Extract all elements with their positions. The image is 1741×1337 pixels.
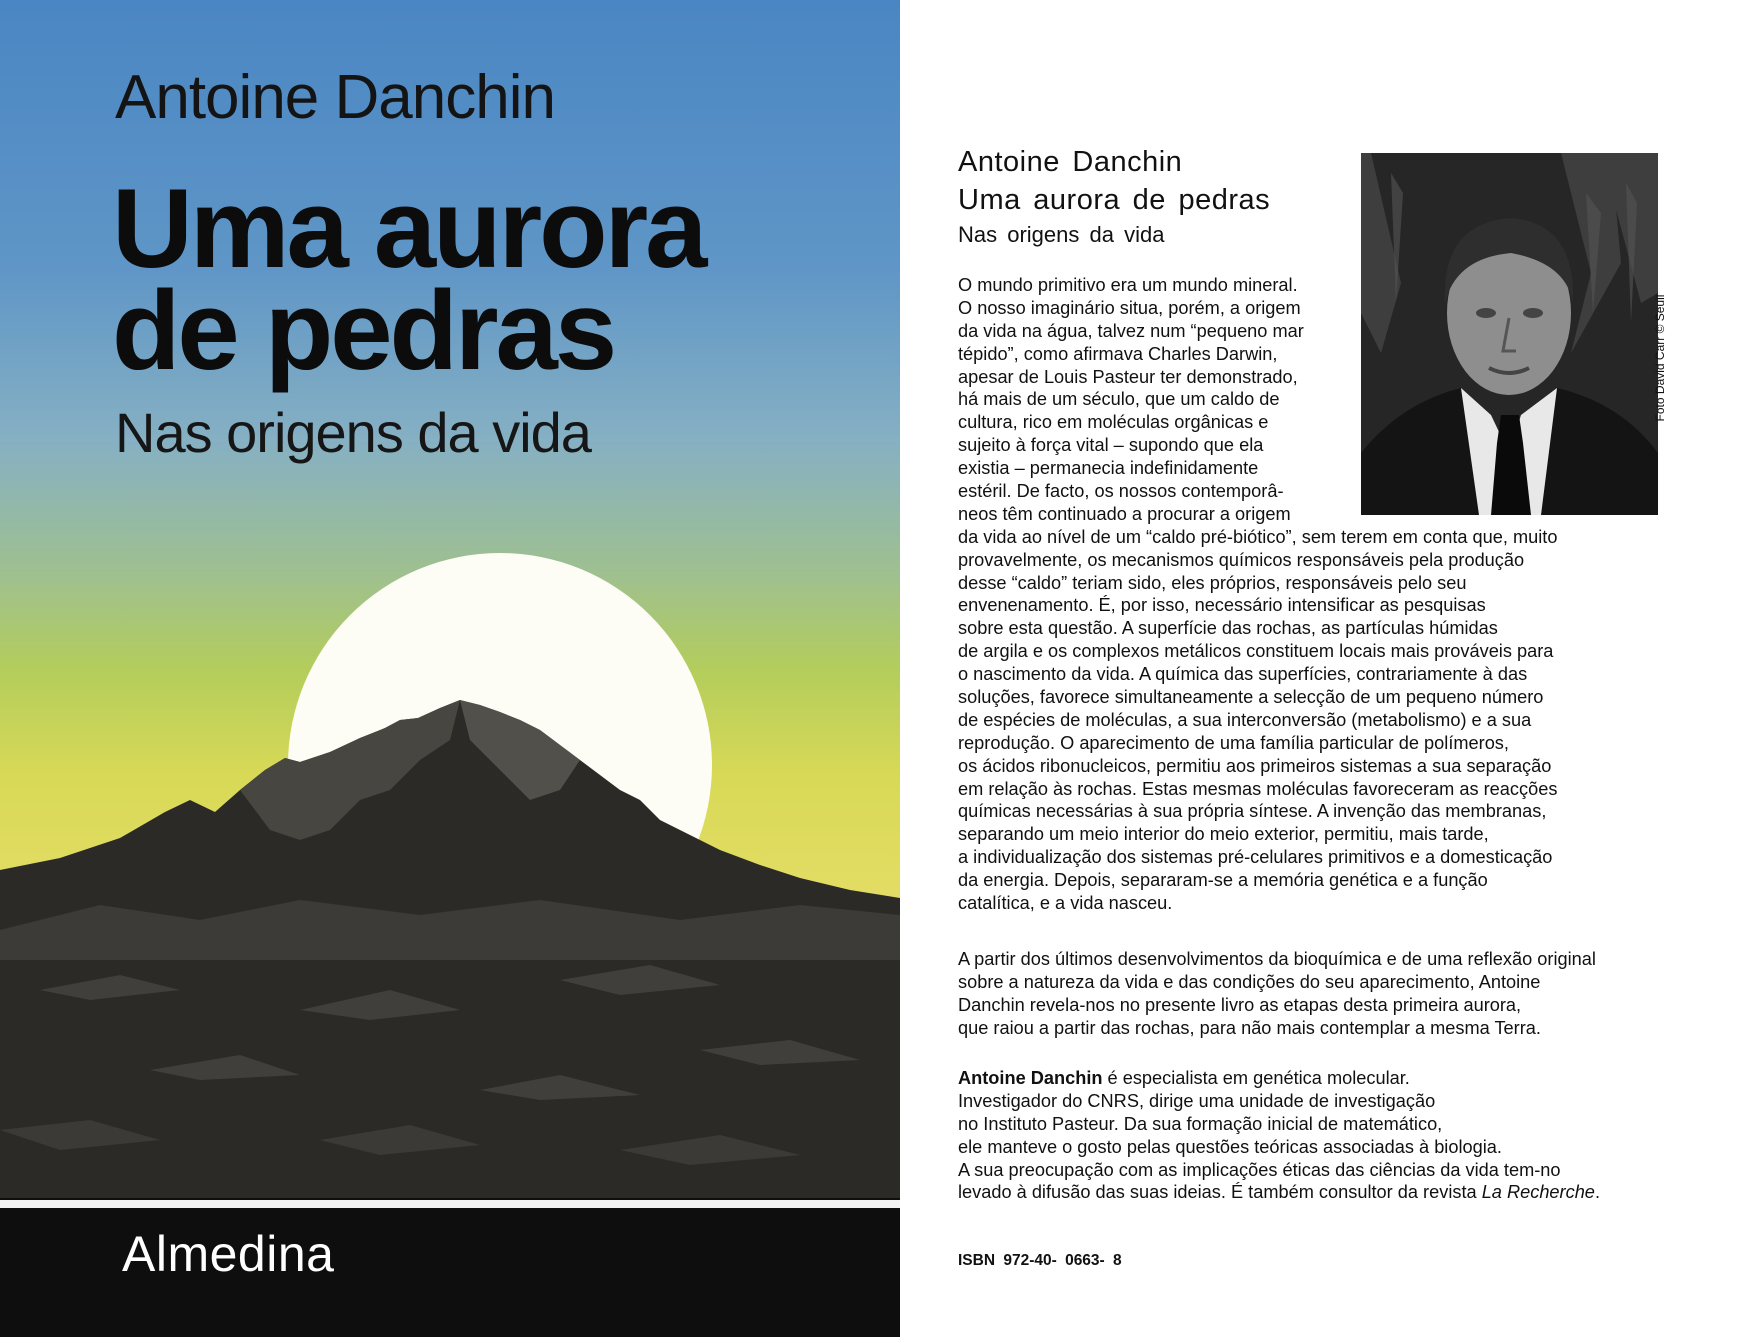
- author-bio: [958, 1067, 1600, 1204]
- bio-text: é especialista em genética molecular.: [1102, 1068, 1410, 1088]
- cover-divider: [0, 1200, 900, 1208]
- text-line: [958, 1067, 1600, 1090]
- text-line: da energia. Depois, separaram-se a memória genética e a função: [958, 870, 1488, 891]
- back-cover: [900, 0, 1741, 1337]
- text-line: provavelmente, os mecanismos químicos responsáveis pela produção: [958, 549, 1525, 570]
- text-line: soluções, favorece simultaneamente a selecção de um pequeno número: [958, 687, 1544, 708]
- cover-author: Antoine Danchin: [115, 63, 555, 132]
- text-line: que raiou a partir das rochas, para não mais contemplar a mesma Terra.: [958, 1017, 1541, 1038]
- text-line: ele manteve o gosto pelas questões teóricas associadas à biologia.: [958, 1136, 1502, 1157]
- text-line: catalítica, e a vida nasceu.: [958, 893, 1173, 914]
- description-paragraph-2: [958, 948, 1596, 1040]
- text-line: no Instituto Pasteur. Da sua formação inicial de matemático,: [958, 1113, 1443, 1134]
- text-line: separando um meio interior do meio exterior, permitiu, mais tarde,: [958, 824, 1489, 845]
- text-line: A partir dos últimos desenvolvimentos da bioquímica e de uma reflexão original: [958, 949, 1596, 969]
- text-line: Danchin revela-nos no presente livro as etapas desta primeira aurora,: [958, 994, 1522, 1015]
- cover-title: [112, 166, 705, 393]
- text-line: O nosso imaginário situa, porém, a origem: [958, 297, 1301, 318]
- back-subtitle: Nas origens da vida: [958, 222, 1165, 247]
- text-line: de espécies de moléculas, a sua interconversão (metabolismo) e a sua: [958, 709, 1532, 730]
- text-line: desse “caldo” teriam sido, eles próprios, responsáveis pelo seu: [958, 572, 1467, 593]
- text-line: reprodução. O aparecimento de uma família particular de polímeros,: [958, 732, 1509, 753]
- text-line: sobre esta questão. A superfície das rochas, as partículas húmidas: [958, 618, 1498, 639]
- text-line: Investigador do CNRS, dirige uma unidade de investigação: [958, 1090, 1436, 1111]
- text-line: sobre a natureza da vida e das condições do seu aparecimento, Antoine: [958, 971, 1541, 992]
- text-line: neos têm continuado a procurar a origem: [958, 503, 1291, 524]
- text-line: sujeito à força vital – supondo que ela: [958, 435, 1264, 456]
- text-line: A sua preocupação com as implicações éticas das ciências da vida tem-no: [958, 1159, 1561, 1180]
- text-line: a individualização dos sistemas pré-celulares primitivos e a domesticação: [958, 847, 1553, 868]
- photo-credit: Foto David Carr © Seuil: [1653, 294, 1667, 422]
- cover-subtitle: Nas origens da vida: [115, 401, 591, 464]
- text-line: da vida ao nível de um “caldo pré-biótico”, sem terem em conta que, muito: [958, 526, 1558, 547]
- bio-text: levado à difusão das suas ideias. É também consultor da revista: [958, 1182, 1482, 1203]
- text-line: cultura, rico em moléculas orgânicas e: [958, 412, 1269, 433]
- bio-text: .: [1594, 1182, 1600, 1203]
- text-line: O mundo primitivo era um mundo mineral.: [958, 275, 1298, 295]
- text-line: da vida na água, talvez num “pequeno mar: [958, 320, 1304, 341]
- cover-title-line: de pedras: [112, 268, 615, 393]
- text-line: tépido”, como afirmava Charles Darwin,: [958, 343, 1278, 364]
- publisher-name: Almedina: [122, 1226, 335, 1282]
- text-line: há mais de um século, que um caldo de: [958, 389, 1280, 410]
- text-line: o nascimento da vida. A química das superfícies, contrariamente à das: [958, 664, 1528, 685]
- text-line: apesar de Louis Pasteur ter demonstrado,: [958, 366, 1298, 387]
- magazine-name: La Recherche: [1481, 1182, 1595, 1203]
- text-line: químicas necessárias à sua própria síntese. A invenção das membranas,: [958, 801, 1547, 822]
- text-line: envenenamento. É, por isso, necessário intensificar as pesquisas: [958, 595, 1486, 616]
- text-line: estéril. De facto, os nossos contemporâ-: [958, 481, 1284, 502]
- text-line: os ácidos ribonucleicos, permitiu aos primeiros sistemas a sua separação: [958, 755, 1552, 776]
- back-author: Antoine Danchin: [958, 146, 1183, 178]
- cover-title-line: Uma aurora: [112, 166, 705, 291]
- description-paragraph-1: [958, 274, 1557, 915]
- bio-author-name: Antoine Danchin: [958, 1068, 1103, 1088]
- text-line: de argila e os complexos metálicos constituem locais mais prováveis para: [958, 641, 1554, 662]
- text-line: [958, 1181, 1600, 1204]
- text-line: em relação às rochas. Estas mesmas moléculas favoreceram as reacções: [958, 778, 1558, 799]
- isbn: ISBN 972-40- 0663- 8: [958, 1252, 1122, 1269]
- back-title: Uma aurora de pedras: [958, 184, 1271, 216]
- text-line: existia – permanecia indefinidamente: [958, 458, 1259, 479]
